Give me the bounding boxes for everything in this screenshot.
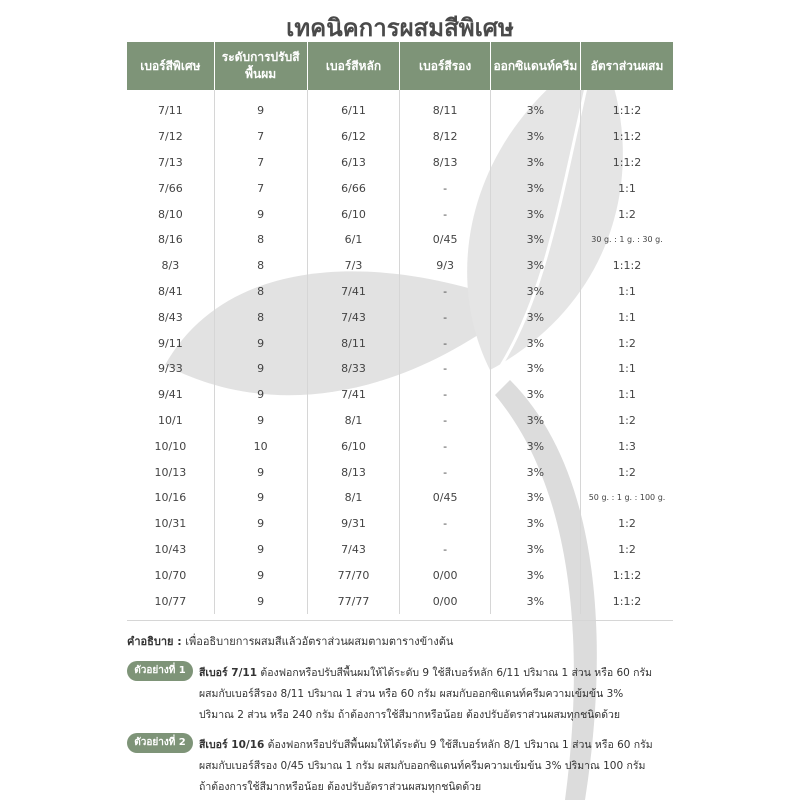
cell-special-color: 8/16 [158,233,183,247]
cell-special-color: 10/70 [154,568,187,582]
cell-secondary-color: - [400,433,490,459]
table-row [127,459,673,485]
table-body [127,90,673,614]
table-row [127,201,673,227]
description-text: เพื่ออธิบายการผสมสีแล้วอัตราส่วนผสมตามตารางข้างต้น [185,635,454,648]
cell-oxidant: 3% [490,408,580,434]
cell-oxidant: 3% [490,175,580,201]
header-mix-ratio: อัตราส่วนผสม [581,42,673,90]
cell-special-color: 10/77 [154,594,187,608]
table-row [127,511,673,537]
cell-base-level: 9 [214,562,307,588]
cell-secondary-color: 8/11 [400,90,490,124]
example-1-line-1 [199,663,673,684]
cell-base-level: 9 [214,356,307,382]
example-1-line-1-text: ต้องฟอกหรือปรับสีพื้นผมให้ได้ระดับ 9 ใช้สีเบอร์หลัก 6/11 ปริมาณ 1 ส่วน หรือ 60 กรัม [260,667,653,679]
cell-secondary-color: - [400,330,490,356]
cell-secondary-color: - [400,201,490,227]
cell-base-level: 8 [214,227,307,253]
cell-base-level: 9 [214,459,307,485]
table-row [127,382,673,408]
cell-secondary-color: - [400,537,490,563]
cell-ratio: 1:2 [581,201,673,227]
table-header-row [127,42,673,90]
cell-ratio: 1:2 [581,537,673,563]
cell-base-level: 9 [214,201,307,227]
cell-base-level: 9 [214,485,307,511]
table-row [127,304,673,330]
cell-main-color: 77/70 [307,562,400,588]
cell-base-level: 9 [214,511,307,537]
cell-special-color: 7/66 [158,181,183,195]
example-1-highlight: สีเบอร์ 7/11 [199,667,258,679]
cell-main-color: 6/12 [307,124,400,150]
cell-oxidant: 3% [490,382,580,408]
cell-ratio: 1:1 [581,382,673,408]
table-bottom-border [127,620,673,621]
cell-oxidant: 3% [490,433,580,459]
table-row [127,279,673,305]
cell-ratio: 1:1:2 [581,124,673,150]
cell-base-level: 7 [214,150,307,176]
cell-oxidant: 3% [490,562,580,588]
cell-main-color: 6/10 [307,201,400,227]
cell-special-color: 8/43 [158,310,183,324]
cell-secondary-color: - [400,408,490,434]
mixing-table [127,42,673,614]
cell-oxidant: 3% [490,330,580,356]
cell-secondary-color: - [400,511,490,537]
description-label: คำอธิบาย : [127,635,182,648]
cell-ratio: 1:1:2 [581,588,673,614]
header-oxidant-cream: ออกซิแดนท์ครีม [490,42,580,90]
cell-special-color: 10/13 [154,465,187,479]
cell-oxidant: 3% [490,201,580,227]
cell-base-level: 9 [214,408,307,434]
cell-main-color: 6/66 [307,175,400,201]
example-1-badge: ตัวอย่างที่ 1 [127,661,193,681]
cell-oxidant: 3% [490,150,580,176]
cell-main-color: 8/1 [307,408,400,434]
cell-special-color: 10/43 [154,542,187,556]
example-2-line-1 [199,735,673,756]
header-base-level: ระดับการปรับสีพื้นผม [214,42,307,90]
table-row [127,175,673,201]
cell-special-color: 8/3 [161,259,180,273]
cell-main-color: 6/13 [307,150,400,176]
cell-base-level: 9 [214,382,307,408]
page-title: เทคนิคการผสมสีพิเศษ [286,14,514,42]
cell-secondary-color: 8/12 [400,124,490,150]
cell-special-color: 9/11 [158,336,183,350]
example-2-text [199,735,673,798]
header-special-color: เบอร์สีพิเศษ [127,42,214,90]
cell-main-color: 7/41 [307,382,400,408]
cell-oxidant: 3% [490,124,580,150]
cell-ratio: 1:1:2 [581,150,673,176]
cell-oxidant: 3% [490,90,580,124]
header-main-color: เบอร์สีหลัก [307,42,400,90]
cell-oxidant: 3% [490,537,580,563]
example-2-line-1-text: ต้องฟอกหรือปรับสีพื้นผมให้ได้ระดับ 9 ใช้สีเบอร์หลัก 8/1 ปริมาณ 1 ส่วน หรือ 60 กรัม [267,739,653,751]
cell-oxidant: 3% [490,356,580,382]
table-row [127,124,673,150]
cell-base-level: 9 [214,588,307,614]
table-row [127,253,673,279]
cell-special-color: 10/31 [154,517,187,531]
table-row [127,227,673,253]
cell-main-color: 8/1 [307,485,400,511]
cell-ratio: 1:2 [581,511,673,537]
table-row [127,330,673,356]
cell-oxidant: 3% [490,304,580,330]
cell-main-color: 9/31 [307,511,400,537]
cell-secondary-color: - [400,382,490,408]
cell-oxidant: 3% [490,485,580,511]
cell-secondary-color: - [400,279,490,305]
table-row [127,537,673,563]
cell-base-level: 9 [214,330,307,356]
cell-secondary-color: 0/00 [400,588,490,614]
cell-special-color: 7/13 [158,155,183,169]
example-2-line-2: ผสมกับเบอร์สีรอง 0/45 ปริมาณ 1 กรัม ผสมกับออกซิแดนท์ครีมความเข้มข้น 3% ปริมาณ 100 กรัม [199,760,646,772]
cell-secondary-color: 9/3 [400,253,490,279]
cell-main-color: 7/41 [307,279,400,305]
cell-base-level: 9 [214,90,307,124]
cell-secondary-color: 0/45 [400,485,490,511]
cell-main-color: 8/33 [307,356,400,382]
cell-base-level: 8 [214,279,307,305]
cell-special-color: 10/10 [154,439,187,453]
cell-base-level: 10 [214,433,307,459]
cell-main-color: 77/77 [307,588,400,614]
description [127,632,453,650]
cell-base-level: 7 [214,175,307,201]
cell-secondary-color: 0/45 [400,227,490,253]
cell-oxidant: 3% [490,588,580,614]
cell-oxidant: 3% [490,227,580,253]
table-row [127,90,673,124]
cell-secondary-color: 0/00 [400,562,490,588]
cell-ratio: 1:1:2 [581,90,673,124]
cell-ratio: 1:1 [581,279,673,305]
cell-main-color: 7/43 [307,304,400,330]
cell-secondary-color: - [400,175,490,201]
example-1-text [199,663,673,726]
cell-ratio: 50 g. : 1 g. : 100 g. [581,485,673,511]
cell-oxidant: 3% [490,279,580,305]
table-row [127,150,673,176]
cell-ratio: 1:1 [581,175,673,201]
cell-special-color: 9/33 [158,362,183,376]
cell-oxidant: 3% [490,459,580,485]
cell-ratio: 1:1 [581,356,673,382]
table-row [127,408,673,434]
cell-ratio: 1:1:2 [581,253,673,279]
cell-ratio: 1:1 [581,304,673,330]
example-2-highlight: สีเบอร์ 10/16 [199,739,265,751]
cell-ratio: 1:2 [581,408,673,434]
table-row [127,562,673,588]
table-row [127,588,673,614]
table-row [127,433,673,459]
cell-secondary-color: - [400,459,490,485]
cell-main-color: 7/3 [307,253,400,279]
cell-ratio: 1:2 [581,330,673,356]
cell-special-color: 10/1 [158,413,183,427]
cell-special-color: 8/10 [158,207,183,221]
cell-special-color: 9/41 [158,388,183,402]
cell-special-color: 10/16 [154,491,187,505]
table-row [127,485,673,511]
cell-secondary-color: 8/13 [400,150,490,176]
cell-special-color: 7/11 [158,104,183,118]
cell-main-color: 6/10 [307,433,400,459]
table-row [127,356,673,382]
cell-base-level: 7 [214,124,307,150]
cell-base-level: 8 [214,304,307,330]
cell-special-color: 8/41 [158,284,183,298]
cell-main-color: 8/13 [307,459,400,485]
cell-ratio: 1:2 [581,459,673,485]
cell-ratio: 1:1:2 [581,562,673,588]
cell-base-level: 9 [214,537,307,563]
cell-oxidant: 3% [490,511,580,537]
example-2-badge: ตัวอย่างที่ 2 [127,733,193,753]
cell-main-color: 6/11 [307,90,400,124]
header-secondary-color: เบอร์สีรอง [400,42,490,90]
cell-main-color: 8/11 [307,330,400,356]
cell-ratio: 1:3 [581,433,673,459]
cell-base-level: 8 [214,253,307,279]
cell-oxidant: 3% [490,253,580,279]
example-1-line-2: ผสมกับเบอร์สีรอง 8/11 ปริมาณ 1 ส่วน หรือ 60 กรัม ผสมกับออกซิแดนท์ครีมความเข้มข้น 3% [199,688,624,700]
cell-main-color: 6/1 [307,227,400,253]
cell-secondary-color: - [400,304,490,330]
cell-main-color: 7/43 [307,537,400,563]
cell-special-color: 7/12 [158,130,183,144]
cell-secondary-color: - [400,356,490,382]
example-1-line-3: ปริมาณ 2 ส่วน หรือ 240 กรัม ถ้าต้องการใช้สีมากหรือน้อย ต้องปรับอัตราส่วนผสมทุกชนิดด้วย [199,709,621,721]
example-2-line-3: ถ้าต้องการใช้สีมากหรือน้อย ต้องปรับอัตราส่วนผสมทุกชนิดด้วย [199,781,482,793]
cell-ratio: 30 g. : 1 g. : 30 g. [581,227,673,253]
